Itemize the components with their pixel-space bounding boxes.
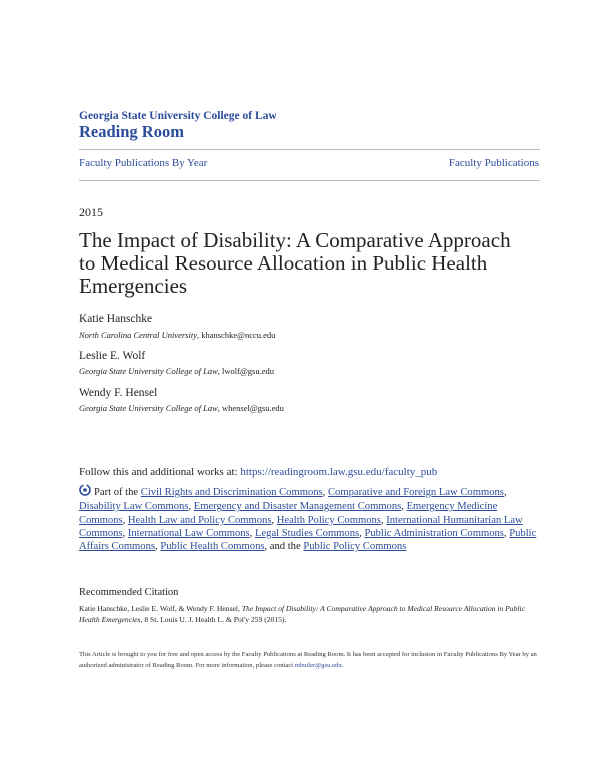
commons-link[interactable]: Legal Studies Commons — [254, 527, 360, 539]
part-of-commons: Part of the Civil Rights and Discrimination Commons, Comparative and Foreign Law Commons, Disability Law Commons, Emergency and Disaster Management Commons, Emergency Medicine Commons, Health Law and Policy Commons, Health Policy Commons, International Humanitarian Law Commons, International Law Commons, Legal Studies Commons, Public Administration Commons, Public Affairs Commons, Public Health Commons, and the Public Policy Commons — [79, 484, 541, 553]
contact-email-link[interactable]: mbutler@gsu.edu — [294, 661, 342, 669]
author-name: Leslie E. Wolf — [79, 350, 146, 362]
faculty-publications-link[interactable]: Faculty Publications — [448, 157, 539, 169]
follow-line — [79, 466, 549, 478]
author-email[interactable]: whensel@gsu.edu — [222, 403, 284, 413]
institution-name[interactable]: Georgia State University College of Law — [79, 110, 277, 122]
commons-link[interactable]: Public Policy Commons — [303, 541, 407, 553]
affiliation-name: Georgia State University College of Law — [79, 403, 218, 413]
author-email[interactable]: lwolf@gsu.edu — [222, 366, 274, 376]
affiliation-name: North Carolina Central University — [79, 330, 197, 340]
and-the-text: , and the — [264, 541, 301, 553]
author-name: Katie Hanschke — [79, 313, 153, 325]
commons-link[interactable]: Health Policy Commons — [276, 514, 381, 526]
part-of-label: Part of the — [94, 487, 139, 498]
citation-source: , 8 St. Louis U. J. Health L. & Pol'y 259 (2015). — [140, 615, 287, 624]
commons-link[interactable]: Disability Law Commons — [79, 501, 189, 513]
title-line: to Medical Resource Allocation in Public Health — [79, 251, 488, 275]
recommended-citation — [79, 603, 541, 625]
author-affiliation: North Carolina Central University, khanschke@nccu.edu — [79, 330, 276, 340]
author-affiliation: Georgia State University College of Law, lwolf@gsu.edu — [79, 366, 274, 376]
affiliation-name: Georgia State University College of Law — [79, 366, 218, 376]
citation-authors: Katie Hanschke, Leslie E. Wolf, & Wendy F. Hensel, — [79, 604, 240, 613]
footer-end: . — [341, 661, 344, 669]
follow-label: Follow this and additional works at: — [79, 466, 238, 478]
divider-bottom — [79, 180, 540, 181]
citation-title: The Impact of Disability: A Comparative Approach to Medical Resource Allocation in Public Health Emergencies — [79, 604, 525, 624]
commons-link[interactable]: Public Administration Commons — [364, 527, 504, 539]
title-line: The Impact of Disability: A Comparative Approach — [79, 228, 511, 252]
commons-network-icon — [79, 484, 91, 500]
faculty-publications-by-year-link[interactable]: Faculty Publications By Year — [79, 157, 208, 169]
commons-link[interactable]: Emergency Medicine Commons — [79, 501, 498, 526]
access-notice — [79, 650, 541, 671]
author-affiliation: Georgia State University College of Law, whensel@gsu.edu — [79, 403, 284, 413]
author-name: Wendy F. Hensel — [79, 387, 158, 399]
commons-link[interactable]: Public Affairs Commons — [79, 527, 537, 553]
publication-year: 2015 — [79, 205, 103, 219]
commons-link[interactable]: Public Health Commons — [160, 541, 265, 553]
repository-name[interactable]: Reading Room — [79, 122, 184, 141]
repository-url-link[interactable]: https://readingroom.law.gsu.edu/faculty_pub — [240, 466, 438, 478]
divider-top — [79, 149, 540, 150]
author-email[interactable]: khanschke@nccu.edu — [201, 330, 276, 340]
footer-text: This Article is brought to you for free and open access by the Faculty Publications at Reading Room. It has been accepted for inclusion in Faculty Publications By Year by an authorized administrator of Reading Room. For more information, please contact — [79, 651, 537, 669]
commons-link[interactable]: Comparative and Foreign Law Commons — [327, 487, 504, 498]
commons-link[interactable]: Civil Rights and Discrimination Commons — [140, 487, 323, 498]
commons-link[interactable]: International Humanitarian Law Commons — [79, 514, 523, 539]
commons-link[interactable]: Health Law and Policy Commons — [127, 514, 272, 526]
commons-link[interactable]: Emergency and Disaster Management Commons — [193, 501, 402, 513]
article-title — [79, 229, 549, 298]
recommended-citation-heading: Recommended Citation — [79, 587, 179, 598]
commons-link[interactable]: International Law Commons — [127, 527, 250, 539]
title-line: Emergencies — [79, 274, 188, 298]
